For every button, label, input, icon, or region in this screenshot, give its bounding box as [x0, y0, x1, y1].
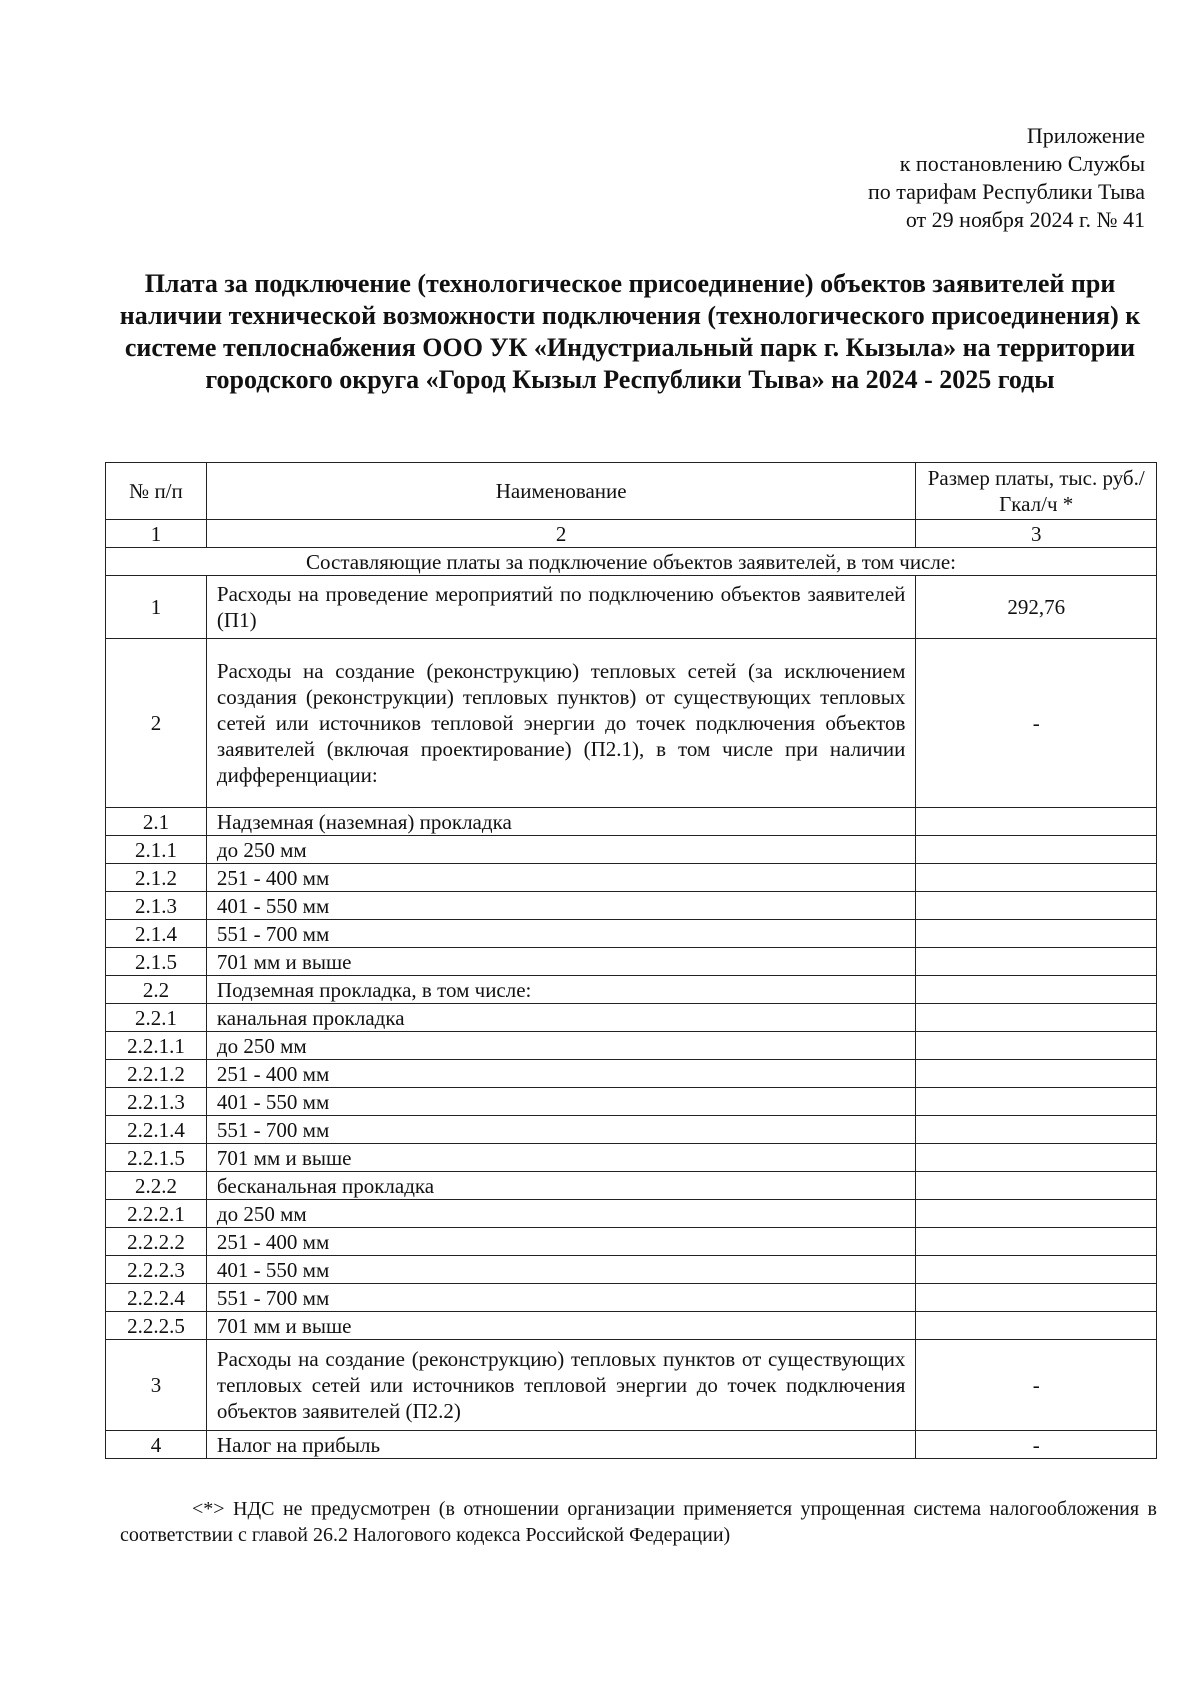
row-number: 1: [106, 576, 207, 639]
row-name: 251 - 400 мм: [206, 1228, 916, 1256]
row-value: [916, 836, 1157, 864]
row-number: 2.2.1.3: [106, 1088, 207, 1116]
footnote: <*> НДС не предусмотрен (в отношении организации применяется упрощенная система налогообложения в соответствии с главой 26.2 Налогового кодекса Российской Федерации): [120, 1498, 1157, 1546]
row-name: Расходы на проведение мероприятий по подключению объектов заявителей (П1): [206, 576, 916, 639]
row-value: [916, 976, 1157, 1004]
column-number-row: [106, 520, 1157, 548]
table-row: [106, 864, 1157, 892]
row-value: [916, 808, 1157, 836]
row-name: 401 - 550 мм: [206, 1088, 916, 1116]
row-number: 2.1.1: [106, 836, 207, 864]
table-row: [106, 1312, 1157, 1340]
table-row: [106, 808, 1157, 836]
header-num: № п/п: [106, 463, 207, 520]
row-value: [916, 1172, 1157, 1200]
section-row: [106, 548, 1157, 576]
row-value: [916, 920, 1157, 948]
row-name: 701 мм и выше: [206, 1144, 916, 1172]
table-row: [106, 1284, 1157, 1312]
row-name: 251 - 400 мм: [206, 1060, 916, 1088]
header-name: Наименование: [206, 463, 916, 520]
row-name: Подземная прокладка, в том числе:: [206, 976, 916, 1004]
table-row: [106, 1144, 1157, 1172]
row-value: [916, 892, 1157, 920]
row-name: 251 - 400 мм: [206, 864, 916, 892]
column-number: 3: [916, 520, 1157, 548]
row-value: [916, 1256, 1157, 1284]
row-number: 2.1.2: [106, 864, 207, 892]
row-value: [916, 1144, 1157, 1172]
row-value: [916, 1312, 1157, 1340]
appendix-reference: [725, 122, 1145, 234]
table-row: [106, 1431, 1157, 1459]
row-name: до 250 мм: [206, 1032, 916, 1060]
row-number: 2.2.1.5: [106, 1144, 207, 1172]
table-row: [106, 1340, 1157, 1431]
column-number: 2: [206, 520, 916, 548]
row-value: [916, 1116, 1157, 1144]
row-value: [916, 1032, 1157, 1060]
row-number: 2.2: [106, 976, 207, 1004]
table-row: [106, 1228, 1157, 1256]
row-value: [916, 864, 1157, 892]
row-value: [916, 1088, 1157, 1116]
section-title: Составляющие платы за подключение объектов заявителей, в том числе:: [106, 548, 1157, 576]
table-row: [106, 1172, 1157, 1200]
appendix-line: к постановлению Службы: [899, 151, 1145, 176]
row-name: до 250 мм: [206, 1200, 916, 1228]
row-number: 2.1.4: [106, 920, 207, 948]
row-value: -: [916, 1340, 1157, 1431]
row-value: [916, 1284, 1157, 1312]
row-name: Налог на прибыль: [206, 1431, 916, 1459]
table-row: [106, 920, 1157, 948]
row-number: 2.2.2.2: [106, 1228, 207, 1256]
row-value: -: [916, 1431, 1157, 1459]
row-number: 2.2.1: [106, 1004, 207, 1032]
row-number: 2.2.2.4: [106, 1284, 207, 1312]
row-value: [916, 1200, 1157, 1228]
table-header-row: [106, 463, 1157, 520]
row-name: 401 - 550 мм: [206, 1256, 916, 1284]
row-name: бесканальная прокладка: [206, 1172, 916, 1200]
row-value: 292,76: [916, 576, 1157, 639]
column-number: 1: [106, 520, 207, 548]
row-value: [916, 1004, 1157, 1032]
row-name: 701 мм и выше: [206, 948, 916, 976]
appendix-line: по тарифам Республики Тыва: [868, 179, 1145, 204]
header-value: Размер платы, тыс. руб./Гкал/ч *: [916, 463, 1157, 520]
row-name: Расходы на создание (реконструкцию) тепловых сетей (за исключением создания (реконструкции) тепловых пунктов) от существующих тепловых сетей или источников тепловой энергии до точек подключения объектов заявителей (включая проектирование) (П2.1), в том числе при наличии дифференциации:: [206, 639, 916, 808]
table-row: [106, 576, 1157, 639]
table-row: [106, 948, 1157, 976]
table-row: [106, 639, 1157, 808]
row-number: 2.2.1.1: [106, 1032, 207, 1060]
tariff-table-body: [106, 463, 1157, 1459]
table-row: [106, 1200, 1157, 1228]
row-number: 2.2.2.5: [106, 1312, 207, 1340]
appendix-line: Приложение: [1026, 123, 1145, 148]
table-row: [106, 1004, 1157, 1032]
row-name: Расходы на создание (реконструкцию) тепловых пунктов от существующих тепловых сетей или источников тепловой энергии до точек подключения объектов заявителей (П2.2): [206, 1340, 916, 1431]
document-title: Плата за подключение (технологическое присоединение) объектов заявителей при наличии технической возможности подключения (технологического присоединения) к системе теплоснабжения ООО УК «Индустриальный парк г. Кызыла» на территории городского округа «Город Кызыл Республики Тыва» на 2024 - 2025 годы: [119, 269, 1141, 394]
row-number: 2: [106, 639, 207, 808]
row-value: [916, 1228, 1157, 1256]
table-row: [106, 1060, 1157, 1088]
row-number: 2.2.1.4: [106, 1116, 207, 1144]
row-name: 701 мм и выше: [206, 1312, 916, 1340]
row-value: [916, 1060, 1157, 1088]
row-value: [916, 948, 1157, 976]
appendix-line: от 29 ноября 2024 г. № 41: [905, 207, 1145, 232]
tariff-table: [105, 462, 1157, 1459]
row-number: 2.1: [106, 808, 207, 836]
table-row: [106, 1256, 1157, 1284]
row-number: 3: [106, 1340, 207, 1431]
row-number: 2.1.5: [106, 948, 207, 976]
table-row: [106, 1116, 1157, 1144]
row-number: 2.2.1.2: [106, 1060, 207, 1088]
row-number: 2.2.2.1: [106, 1200, 207, 1228]
row-name: до 250 мм: [206, 836, 916, 864]
table-row: [106, 892, 1157, 920]
row-name: 551 - 700 мм: [206, 1284, 916, 1312]
table-row: [106, 1088, 1157, 1116]
row-number: 4: [106, 1431, 207, 1459]
row-number: 2.2.2: [106, 1172, 207, 1200]
row-number: 2.2.2.3: [106, 1256, 207, 1284]
row-value: -: [916, 639, 1157, 808]
row-name: канальная прокладка: [206, 1004, 916, 1032]
row-name: 551 - 700 мм: [206, 920, 916, 948]
row-number: 2.1.3: [106, 892, 207, 920]
table-row: [106, 836, 1157, 864]
row-name: Надземная (наземная) прокладка: [206, 808, 916, 836]
table-row: [106, 976, 1157, 1004]
row-name: 401 - 550 мм: [206, 892, 916, 920]
table-row: [106, 1032, 1157, 1060]
row-name: 551 - 700 мм: [206, 1116, 916, 1144]
